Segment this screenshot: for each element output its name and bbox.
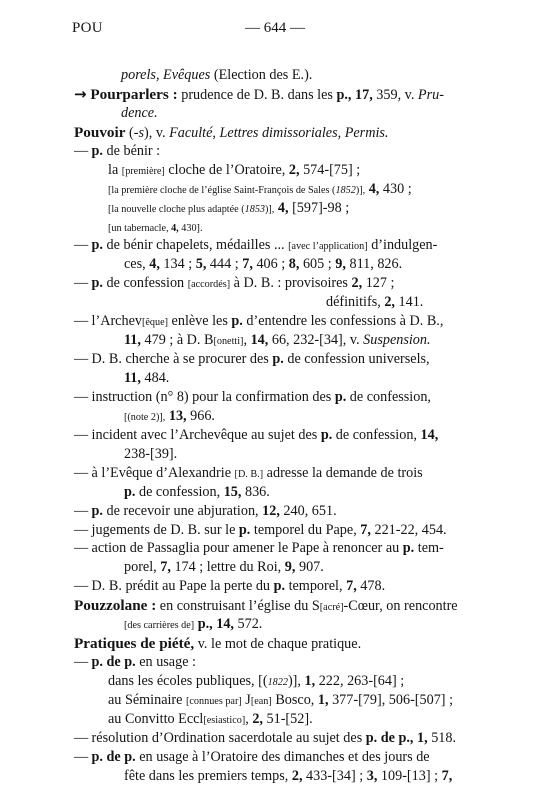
editorial-insertion: [la première cloche de l’église Saint-François de Sales ( [108, 184, 336, 196]
page-header [0, 12, 542, 34]
reference-volume: 14, [250, 332, 269, 349]
index-line-text [124, 445, 177, 464]
index-line [0, 123, 542, 142]
text-run: 433-[34] ; [302, 767, 367, 784]
reference-volume: 14, [216, 616, 234, 633]
index-line-text [74, 729, 456, 748]
text-run: dans les écoles publiques, [( [108, 673, 268, 689]
entry-headword: Pourparlers : [86, 85, 178, 103]
index-line-text [74, 521, 447, 540]
text-run: Suspension. [363, 332, 431, 349]
subentry-dash: — [74, 237, 89, 254]
index-line [0, 388, 542, 407]
reference-volume: 3, [366, 767, 378, 784]
editorial-insertion: [esiastico] [203, 714, 246, 726]
reference-volume: 4, [368, 180, 380, 197]
text-run: la [108, 161, 122, 178]
text-run: v. le mot de chaque pratique. [194, 636, 362, 653]
subentry-dash: — [74, 521, 89, 538]
editorial-insertion: [des carrières de] [124, 620, 195, 632]
index-line-text [121, 104, 158, 123]
text-run: -Cœur, on rencontre [343, 598, 458, 615]
index-line [0, 104, 542, 123]
index-line [0, 142, 542, 161]
text-run: en construisant l’église du S [156, 598, 320, 615]
index-line [0, 369, 542, 388]
index-line-text [74, 539, 444, 558]
text-run: temporel, [285, 578, 347, 595]
text-run: Pru- [417, 86, 444, 103]
reference-volume: 2, [351, 275, 363, 292]
index-line-text [124, 331, 431, 351]
text-run: incident avec l’Archevêque au sujet des [88, 426, 321, 443]
index-line-text [124, 767, 452, 786]
index-line [0, 407, 542, 426]
text-run: 478. [356, 578, 386, 595]
text-run: enlève les [168, 313, 232, 330]
reference-volume: 9, [284, 559, 296, 576]
index-line [0, 483, 542, 502]
subentry-dash: — [74, 388, 89, 405]
text-run: 222, 263-[64] ; [315, 673, 405, 689]
text-run: 518. [427, 729, 457, 746]
reference-volume: 2, [291, 767, 303, 784]
editorial-insertion: )], [265, 203, 275, 215]
index-line-text [108, 161, 360, 181]
reference-volume: 11, [124, 370, 141, 386]
index-line-text [124, 369, 169, 388]
text-run: 238-[39]. [124, 445, 178, 462]
reference-volume: p. [124, 483, 136, 500]
text-run: 605 ; [299, 256, 336, 273]
text-run: porels, Evêques [121, 67, 211, 83]
index-line [0, 236, 542, 255]
text-run: 484. [140, 370, 170, 386]
text-run: 479 ; à D. B [140, 332, 214, 349]
index-line [0, 218, 542, 237]
index-line [0, 767, 542, 786]
editorial-insertion: [(note 2)], [124, 411, 166, 423]
reference-volume: p. [91, 502, 103, 519]
index-line-text [74, 142, 160, 161]
reference-volume: p. [334, 388, 347, 405]
reference-volume: 7, [160, 559, 171, 576]
index-line [0, 634, 542, 653]
reference-volume: 15, [223, 483, 242, 500]
text-run: 109-[13] ; [377, 767, 442, 784]
text-run: tem- [414, 540, 444, 557]
reference-volume: 1, [304, 673, 316, 689]
subentry-dash: — [74, 142, 89, 159]
reference-volume: 9, [335, 256, 346, 273]
reference-volume: p. de p. [91, 748, 136, 765]
editorial-insertion: [onetti] [213, 336, 244, 348]
reference-volume: p., [336, 86, 352, 103]
index-line-text [74, 748, 430, 767]
text-run: )], [287, 673, 305, 689]
text-run: 444 ; [206, 256, 243, 273]
text-run: D. B. prédit au Pape la perte du [88, 578, 274, 595]
text-run: d’entendre les confessions à D. B., [242, 313, 444, 330]
index-line [0, 161, 542, 180]
editorial-insertion: [ean] [250, 695, 272, 707]
reference-volume: 12, [262, 502, 280, 519]
index-line [0, 691, 542, 710]
index-line-text [108, 180, 412, 200]
editorial-insertion: [D. B.] [234, 468, 264, 480]
text-run: de confession [102, 275, 188, 292]
index-line [0, 293, 542, 312]
index-line [0, 464, 542, 483]
text-run: de bénir chapelets, médailles ... [102, 237, 289, 254]
reference-volume: 2, [384, 294, 395, 311]
index-line-text [74, 388, 431, 407]
index-line [0, 255, 542, 274]
subentry-dash: — [74, 578, 89, 595]
index-line [0, 748, 542, 767]
index-line-text [108, 710, 313, 730]
editorial-insertion: 4, [171, 222, 179, 234]
reference-volume: 1, [417, 729, 428, 746]
editorial-insertion: [un tabernacle, [108, 222, 172, 234]
entry-headword: Pouvoir [74, 123, 126, 141]
subentry-dash: — [74, 654, 89, 671]
text-run: , [245, 710, 253, 727]
reference-volume: p. [273, 578, 286, 595]
editorial-insertion: 1852 [335, 184, 356, 196]
text-run: s [138, 124, 144, 141]
entry-headword: Pratiques de piété, [74, 635, 195, 653]
index-line-text [108, 691, 453, 711]
reference-volume: p. [231, 313, 243, 330]
text-run: 907. [295, 559, 324, 576]
reference-volume: p. [272, 351, 284, 368]
text-run: de bénir : [102, 142, 161, 159]
reference-volume: 4, [149, 256, 160, 273]
reference-volume: p. [402, 540, 415, 557]
text-run: Faculté, Lettres dimissoriales, Permis. [169, 124, 389, 141]
editorial-insertion: [acré] [319, 602, 344, 614]
text-run: porel, [124, 559, 161, 576]
index-line [0, 653, 542, 672]
index-line [0, 539, 542, 558]
index-line-text [74, 653, 196, 672]
editorial-insertion: [êque] [141, 317, 168, 329]
text-run: définitifs, [326, 294, 385, 311]
text-run: cloche de l’Oratoire, [164, 161, 289, 178]
text-run: 359, v. [372, 86, 418, 103]
reference-volume: p. [91, 142, 103, 159]
subentry-dash: — [74, 729, 89, 746]
text-run: [597]-98 ; [288, 199, 350, 216]
subentry-dash: — [74, 464, 89, 481]
reference-volume: p. de p., [365, 729, 414, 746]
text-run: adresse la demande de trois [263, 464, 423, 481]
index-line-text [74, 312, 443, 332]
reference-volume: 2, [288, 161, 300, 178]
text-run: 430 ; [379, 180, 412, 197]
index-line-text [74, 577, 385, 596]
text-run: J [241, 691, 251, 708]
index-line [0, 199, 542, 218]
text-run: 836. [241, 483, 270, 500]
reference-volume: 2, [252, 710, 263, 727]
index-line-text [124, 558, 324, 577]
text-run: 572. [233, 616, 263, 633]
editorial-insertion: 1853 [244, 203, 265, 215]
index-line [0, 596, 542, 615]
index-line-text [74, 123, 388, 143]
text-run: au Séminaire [108, 691, 187, 708]
reference-volume: 14, [420, 426, 439, 443]
index-line [0, 180, 542, 199]
text-run: de confession universels, [283, 351, 430, 368]
text-run: 221-22, 454. [370, 521, 447, 538]
text-run: de confession, [346, 388, 431, 405]
subentry-dash: — [74, 351, 89, 368]
index-line [0, 558, 542, 577]
reference-volume: 13, [168, 407, 187, 424]
index-line-text [74, 634, 361, 654]
text-run: au Convitto Eccl [108, 710, 204, 727]
text-run: (- [125, 124, 139, 141]
text-run: , [243, 332, 251, 349]
reference-volume: 1, [317, 691, 329, 708]
running-headword: POU [72, 20, 103, 36]
text-run: résolution d’Ordination sacerdotale au sujet des [88, 729, 366, 746]
text-run: D. B. cherche à se procurer des [88, 351, 273, 368]
text-run: 174 ; lettre du Roi, [170, 559, 285, 576]
text-run: 51-[52]. [262, 710, 313, 727]
index-line [0, 502, 542, 521]
index-line-text [74, 85, 444, 105]
text-run: de recevoir une abjuration, [102, 502, 263, 519]
subentry-dash: — [74, 748, 89, 765]
subentry-dash: — [74, 540, 89, 557]
text-run: 406 ; [252, 256, 289, 273]
page-number: — 644 — [245, 20, 305, 36]
index-line-text [124, 615, 262, 635]
index-line [0, 445, 542, 464]
subentry-dash: — [74, 502, 89, 519]
editorial-insertion: [connues par] [186, 695, 242, 707]
index-line [0, 729, 542, 748]
index-line-text [74, 502, 337, 521]
index-line-text [124, 483, 270, 502]
reference-volume: 7, [441, 767, 453, 784]
text-run: en usage à l’Oratoire des dimanches et des jours de [135, 748, 430, 765]
arrow-icon: → [74, 84, 87, 103]
subentry-dash: — [74, 313, 89, 330]
index-line-text [124, 407, 215, 427]
index-line [0, 426, 542, 445]
text-run: à l’Evêque d’Alexandrie [88, 464, 235, 481]
index-body [0, 66, 542, 786]
entry-headword: Pouzzolane : [74, 597, 157, 615]
text-run: 966. [186, 407, 215, 424]
index-line-text [108, 218, 203, 238]
index-line-text [74, 274, 394, 294]
editorial-insertion: 430]. [178, 222, 203, 234]
text-run: action de Passaglia pour amener le Pape à renoncer au [88, 540, 403, 557]
text-run: de confession, [332, 426, 421, 443]
reference-volume: p. de p. [91, 654, 136, 671]
reference-volume: p. [91, 275, 103, 292]
text-run: 240, 651. [279, 502, 337, 519]
index-line-text [124, 255, 402, 274]
index-line-text [326, 293, 423, 312]
index-line [0, 615, 542, 634]
editorial-insertion: [avec l’application] [288, 241, 368, 253]
index-line-text [121, 66, 312, 85]
index-line [0, 672, 542, 691]
text-run: à D. B. : provisoires [230, 275, 352, 292]
reference-volume: 8, [288, 256, 300, 273]
reference-volume: 7, [242, 256, 253, 273]
index-line [0, 312, 542, 331]
text-run: dence. [121, 104, 158, 121]
text-run: temporel du Pape, [250, 521, 361, 538]
text-run: jugements de D. B. sur le [88, 521, 239, 538]
index-line [0, 521, 542, 540]
text-run: 134 ; [159, 256, 196, 273]
text-run: Bosco, [271, 691, 318, 708]
text-run: l’Archev [88, 313, 142, 330]
reference-volume: p. [238, 521, 251, 538]
index-line-text [74, 350, 430, 369]
editorial-insertion: [la nouvelle cloche plus adaptée ( [108, 203, 245, 215]
reference-volume: 5, [195, 256, 207, 273]
reference-volume: p., [197, 616, 213, 633]
subentry-dash: — [74, 426, 89, 443]
editorial-insertion: [accordés] [187, 279, 231, 291]
reference-volume: p. [91, 237, 103, 254]
text-run: prudence de D. B. dans les [177, 86, 337, 103]
text-run: fête dans les premiers temps, [124, 767, 292, 784]
index-line [0, 274, 542, 293]
index-line-text [74, 236, 437, 256]
index-line-text [74, 596, 458, 617]
index-line-text [108, 672, 404, 692]
text-run: 66, 232-[34], v. [268, 332, 364, 349]
text-run: d’indulgen- [367, 237, 438, 254]
reference-volume: 7, [346, 578, 357, 595]
reference-volume: p. [320, 426, 333, 443]
editorial-insertion: )], [355, 184, 366, 196]
editorial-insertion: [première] [121, 165, 165, 177]
subentry-dash: — [74, 275, 89, 292]
index-line-text [74, 464, 423, 484]
text-run: ), v. [144, 124, 170, 141]
text-run: (Election des E.). [210, 67, 313, 83]
reference-volume: 7, [360, 521, 371, 538]
index-line-text [108, 199, 349, 219]
reference-volume: 11, [124, 332, 141, 349]
text-run: 127 ; [362, 275, 395, 292]
text-run: de confession, [135, 483, 224, 500]
editorial-insertion: 1822 [267, 677, 288, 688]
index-line [0, 350, 542, 369]
index-line [0, 331, 542, 350]
index-line [0, 66, 542, 85]
text-run: instruction (n° 8) pour la confirmation des [88, 388, 335, 405]
index-line-text [74, 426, 438, 445]
reference-volume: 4, [277, 199, 289, 216]
reference-volume: 17, [355, 86, 373, 103]
text-run: 141. [394, 294, 424, 311]
text-run: ces, [124, 256, 150, 273]
index-line [0, 85, 542, 104]
text-run: 377-[79], 506-[507] ; [328, 691, 454, 708]
index-line [0, 710, 542, 729]
text-run: 574-[75] ; [299, 161, 361, 178]
text-run: en usage : [135, 654, 196, 671]
index-line [0, 577, 542, 596]
text-run: 811, 826. [345, 256, 403, 273]
